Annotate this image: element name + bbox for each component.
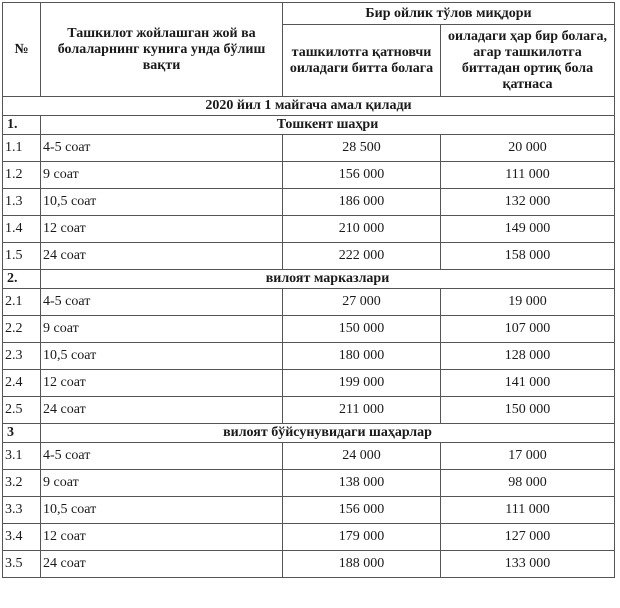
- payment-table: [2, 2, 615, 578]
- row-number: 3.4: [3, 524, 41, 551]
- header-place-time: Ташкилот жойлашган жой ва болаларнинг кунига унда бўлиш вақти: [41, 3, 283, 97]
- section-header-row: [3, 424, 615, 443]
- single-child-fee: 210 000: [283, 216, 441, 243]
- single-child-fee: 222 000: [283, 243, 441, 270]
- row-number: 1.3: [3, 189, 41, 216]
- single-child-fee: 188 000: [283, 551, 441, 578]
- table-row: [3, 470, 615, 497]
- duration-label: 4-5 соат: [41, 289, 283, 316]
- single-child-fee: 186 000: [283, 189, 441, 216]
- single-child-fee: 179 000: [283, 524, 441, 551]
- duration-label: 24 соат: [41, 551, 283, 578]
- single-child-fee: 156 000: [283, 497, 441, 524]
- table-row: [3, 370, 615, 397]
- section-number: 3: [3, 424, 41, 443]
- duration-label: 4-5 соат: [41, 443, 283, 470]
- single-child-fee: 24 000: [283, 443, 441, 470]
- table-row: [3, 216, 615, 243]
- table-row: [3, 316, 615, 343]
- single-child-fee: 27 000: [283, 289, 441, 316]
- section-header-row: [3, 270, 615, 289]
- duration-label: 10,5 соат: [41, 189, 283, 216]
- each-child-fee: 150 000: [441, 397, 615, 424]
- each-child-fee: 17 000: [441, 443, 615, 470]
- duration-label: 12 соат: [41, 524, 283, 551]
- row-number: 1.1: [3, 135, 41, 162]
- row-number: 3.5: [3, 551, 41, 578]
- header-single-child: ташкилотга қатновчи оиладаги битта болага: [283, 25, 441, 97]
- table-row: [3, 162, 615, 189]
- table-row: [3, 343, 615, 370]
- each-child-fee: 158 000: [441, 243, 615, 270]
- each-child-fee: 107 000: [441, 316, 615, 343]
- table-row: [3, 189, 615, 216]
- validity-note: 2020 йил 1 майгача амал қилади: [3, 97, 615, 116]
- row-number: 2.4: [3, 370, 41, 397]
- row-number: 1.2: [3, 162, 41, 189]
- section-title: вилоят бўйсунувидаги шаҳарлар: [41, 424, 615, 443]
- row-number: 3.1: [3, 443, 41, 470]
- header-number: №: [3, 3, 41, 97]
- single-child-fee: 199 000: [283, 370, 441, 397]
- row-number: 1.5: [3, 243, 41, 270]
- single-child-fee: 138 000: [283, 470, 441, 497]
- row-number: 3.3: [3, 497, 41, 524]
- row-number: 2.2: [3, 316, 41, 343]
- table-row: [3, 551, 615, 578]
- section-header-row: [3, 116, 615, 135]
- each-child-fee: 111 000: [441, 162, 615, 189]
- single-child-fee: 28 500: [283, 135, 441, 162]
- each-child-fee: 127 000: [441, 524, 615, 551]
- duration-label: 9 соат: [41, 316, 283, 343]
- section-title: Тошкент шаҳри: [41, 116, 615, 135]
- duration-label: 24 соат: [41, 397, 283, 424]
- table-row: [3, 524, 615, 551]
- each-child-fee: 98 000: [441, 470, 615, 497]
- table-row: [3, 443, 615, 470]
- each-child-fee: 141 000: [441, 370, 615, 397]
- single-child-fee: 156 000: [283, 162, 441, 189]
- header-each-child: оиладаги ҳар бир болага, агар ташкилотга биттадан ортиқ бола қатнаса: [441, 25, 615, 97]
- table-row: [3, 397, 615, 424]
- duration-label: 24 соат: [41, 243, 283, 270]
- row-number: 1.4: [3, 216, 41, 243]
- table-row: [3, 243, 615, 270]
- section-title: вилоят марказлари: [41, 270, 615, 289]
- section-number: 2.: [3, 270, 41, 289]
- duration-label: 10,5 соат: [41, 497, 283, 524]
- header-payment: Бир ойлик тўлов миқдори: [283, 3, 615, 25]
- duration-label: 9 соат: [41, 470, 283, 497]
- single-child-fee: 150 000: [283, 316, 441, 343]
- each-child-fee: 111 000: [441, 497, 615, 524]
- each-child-fee: 132 000: [441, 189, 615, 216]
- table-row: [3, 289, 615, 316]
- each-child-fee: 149 000: [441, 216, 615, 243]
- table-row: [3, 497, 615, 524]
- duration-label: 10,5 соат: [41, 343, 283, 370]
- row-number: 2.3: [3, 343, 41, 370]
- single-child-fee: 211 000: [283, 397, 441, 424]
- duration-label: 4-5 соат: [41, 135, 283, 162]
- each-child-fee: 19 000: [441, 289, 615, 316]
- each-child-fee: 133 000: [441, 551, 615, 578]
- table-row: [3, 135, 615, 162]
- each-child-fee: 20 000: [441, 135, 615, 162]
- duration-label: 12 соат: [41, 216, 283, 243]
- row-number: 3.2: [3, 470, 41, 497]
- duration-label: 9 соат: [41, 162, 283, 189]
- duration-label: 12 соат: [41, 370, 283, 397]
- table-body: [3, 97, 615, 578]
- single-child-fee: 180 000: [283, 343, 441, 370]
- section-number: 1.: [3, 116, 41, 135]
- each-child-fee: 128 000: [441, 343, 615, 370]
- row-number: 2.5: [3, 397, 41, 424]
- row-number: 2.1: [3, 289, 41, 316]
